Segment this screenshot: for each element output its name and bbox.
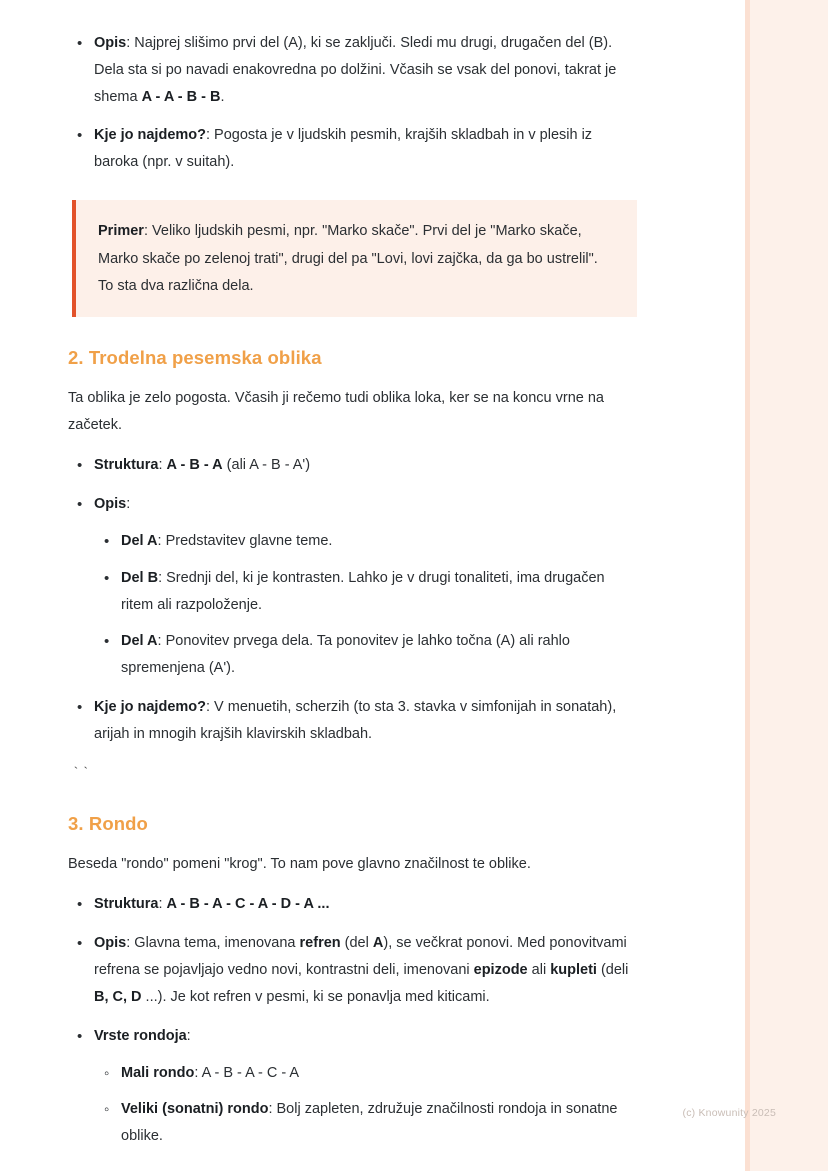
sub-text: : Bolj zapleten, združuje značilnosti rondoja in sonatne oblike. [121,1101,618,1145]
kje-text: : V menuetih, scherzih (to sta 3. stavka v simfonijah in sonatah), arijah in mnogih krajših klavirskih skladbah. [94,699,617,742]
opis-bold-4: kupleti [550,962,597,979]
opis-part-1: : Glavna tema, imenovana [126,935,300,952]
list-item [94,694,638,748]
callout-text: : Veliko ljudskih pesmi, npr. "Marko skače". Prvi del je "Marko skače, Marko skače po zelenoj trati", drugi del pa "Lovi, lovi zajčka, da ga bo ustrelil". To sta dva različna dela. [98,223,598,295]
section3-bullet-list [68,891,638,1150]
example-callout [72,200,637,317]
list-item: • Struktura: A - B - A (ali A - B - A') [94,452,638,479]
bullet-bold-tail: A - A - B - B [141,88,221,105]
sub-label: Del A [121,532,158,549]
sub-label: Mali rondo [121,1064,195,1081]
bullet-text: : Najprej slišimo prvi del (A), ki se zaključi. Sledi mu drugi, drugačen del (B). Dela sta si po navadi enakovredna po dolžini. Včasih se vsak del ponovi, takrat je shema [94,35,617,105]
vrste-label: Vrste rondoja [94,1027,187,1044]
list-item [121,528,638,555]
opis-part-4: ali [527,962,551,979]
copyright-notice: (c) Knowunity 2025 [682,1107,776,1119]
section2-bullet-list [68,452,638,747]
list-item: • Struktura: A - B - A - C - A - D - A ... [94,891,638,918]
opis-label: Opis [94,935,127,952]
right-decorative-strip [750,0,828,1171]
section2-sub-list [94,528,638,682]
list-item: • Vrste rondoja: ◦ Mali rondo: A - B - A - C - A ◦ Veliki (sonatni) rondo: Bolj zapleten, združuje značilnosti rondoja in sonatne oblike. [94,1023,638,1150]
intro-bullet-list [68,30,638,176]
bullet-label: Kje jo najdemo? [94,127,206,144]
opis-part-2: (del [340,935,373,952]
section-heading-3: 3. Rondo [68,812,148,834]
struktura-label: Struktura [94,457,159,474]
bullet-text: : Pogosta je v ljudskih pesmih, krajših skladbah in v plesih iz baroka (npr. v suitah). [94,127,593,171]
sub-text: : A - B - A - C - A [194,1064,300,1081]
struktura-rest: (ali A - B - A') [222,457,311,474]
section3-paragraph: Beseda "rondo" pomeni "krog". To nam pove glavno značilnost te oblike. [68,855,531,872]
sub-label: Del A [121,633,158,650]
sub-label: Veliki (sonatni) rondo [121,1101,269,1118]
list-item [121,628,638,682]
opis-part-5: (deli [596,962,629,979]
sub-label: Del B [121,569,159,586]
struktura-label: Struktura [94,896,159,913]
sub-text: : Predstavitev glavne teme. [157,532,333,549]
sub-text: : Srednji del, ki je kontrasten. Lahko je v drugi tonaliteti, ima drugačen ritem ali razpoloženje. [121,569,605,613]
sub-text: : Ponovitev prvega dela. Ta ponovitev je lahko točna (A) ali rahlo spremenjena (A'). [121,633,570,677]
list-item: • Opis: • Del A: Predstavitev glavne teme. • Del B: Srednji del, ki je kontrasten. Lahko je v drugi tonaliteti, ima drugačen ritem ali razpoloženje. • Del A: Ponovitev prvega dela. Ta ponovitev je lahko točna (A) ali rahlo spremenjena (A'). [94,491,638,682]
opis-part-3: ), se večkrat ponovi. Med ponovitvami refrena se pojavljajo vedno novi, kontrastni deli, imenovani [94,935,627,979]
list-item [121,565,638,619]
list-item [94,122,638,176]
callout-label: Primer [98,223,144,240]
list-item [94,930,638,1010]
section2-paragraph: Ta oblika je zelo pogosta. Včasih ji rečemo tudi oblika loka, ker se na koncu vrne na začetek. [68,389,604,433]
opis-bold-5: B, C, D [94,988,142,1005]
bullet-text-after: . [220,88,225,105]
opis-label: Opis [94,496,127,513]
section3-sub-list [94,1060,638,1150]
list-item [94,30,638,110]
struktura-value: A - B - A - C - A - D - A ... [166,896,330,913]
struktura-value: A - B - A [166,457,223,474]
opis-bold-2: A [372,935,384,952]
code-fence-marks: `` [72,764,92,780]
bullet-label: Opis [94,35,127,51]
right-decorative-divider [745,0,750,1171]
kje-label: Kje jo najdemo? [94,699,206,716]
document-content [68,30,638,1166]
opis-bold-3: epizode [473,962,528,979]
opis-part-6: ...). Je kot refren v pesmi, ki se ponavlja med kiticami. [141,988,490,1005]
list-item [121,1060,638,1087]
list-item [121,1096,638,1150]
section-heading-2: 2. Trodelna pesemska oblika [68,346,322,368]
opis-bold-1: refren [299,935,341,952]
callout-paragraph [98,218,615,301]
